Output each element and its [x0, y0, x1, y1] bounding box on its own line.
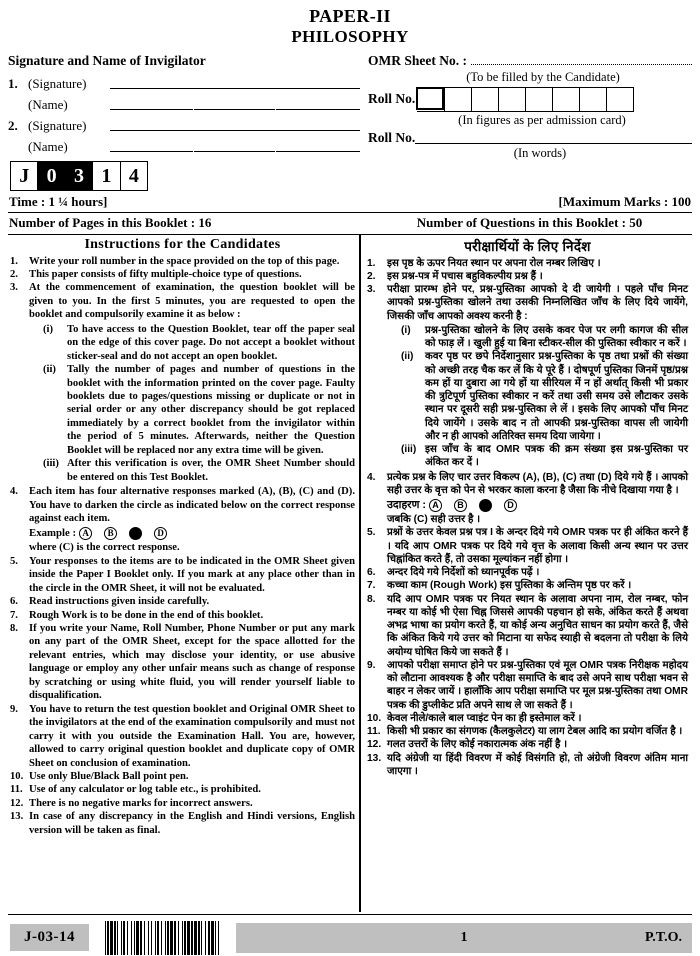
instruction-number: 4. — [10, 486, 18, 498]
instruction-item — [10, 485, 355, 555]
invigilator-row-1-signature — [8, 71, 360, 92]
instruction-number: 5. — [367, 527, 376, 539]
omr-sheet-no-input[interactable] — [471, 64, 692, 65]
subitem-number: (ii) — [43, 364, 56, 376]
instruction-item — [10, 268, 355, 281]
instruction-subitem-list — [387, 324, 688, 470]
example-note: where (C) is the correct response. — [29, 542, 180, 554]
invigilator-row-2-name — [8, 134, 360, 155]
instructions-english-list — [10, 255, 355, 838]
instruction-subitem — [29, 457, 355, 484]
instruction-item — [10, 810, 355, 837]
instruction-text: केवल नीले/काले बाल प्वाइंट पेन का ही इस्तेमाल करें । — [387, 712, 582, 724]
instruction-item — [367, 738, 688, 751]
instruction-item — [367, 725, 688, 738]
in-figures-note: (In figures as per admission card) — [458, 112, 626, 127]
roll-no-words-label: Roll No. — [368, 129, 416, 145]
subitem-text: प्रश्न-पुस्तिका खोलने के लिए उसके कवर पेज पर लगी कागज की सील को फाड़ लें । खुली हुई या बिना स्टीकर-सील की पुस्तिका स्वीकार न करें । — [425, 324, 688, 349]
instruction-text: गलत उत्तरों के लिए कोई नकारात्मक अंक नहीं है । — [387, 739, 568, 751]
instruction-text: प्रश्नों के उत्तर केवल प्रश्न पत्र I के अन्दर दिये गये OMR पत्रक पर ही अंकित करने हैं । यदि आप OMR पत्रक पर दिये गये वृत्त के अलावा किसी अन्य स्थान पर उत्तर चिह्नांकित करते हैं, तो उसका मूल्यांकन नहीं होगा । — [387, 527, 688, 565]
roll-digit-box-2[interactable] — [444, 88, 471, 111]
instruction-number: 6. — [367, 567, 376, 579]
pages-count: Number of Pages in this Booklet : 16 — [9, 214, 212, 230]
instruction-number: 2. — [367, 270, 376, 282]
roll-no-label: Roll No. — [368, 91, 416, 107]
row-label: (Signature) — [28, 117, 87, 133]
subitem-text: To have access to the Question Booklet, tear off the paper seal on the edge of this cover page. Do not accept a booklet without sticker-seal and do not accept an open booklet. — [67, 323, 355, 362]
instruction-text: प्रत्येक प्रश्न के लिए चार उत्तर विकल्प (A), (B), (C) तथा (D) दिये गये हैं । आपको सही उत्तर के वृत्त को पेन से भरकर काला करना है जैसा कि नीचे दिखाया गया है । उदाहरण : A B C D जबकि (C) सही उत्तर है । — [387, 471, 688, 526]
pto-label: P.T.O. — [645, 929, 682, 945]
to-be-filled-note: (To be filled by the Candidate) — [466, 69, 620, 84]
instruction-number: 12. — [367, 739, 382, 751]
subitem-number: (ii) — [401, 351, 414, 363]
roll-digit-box-5[interactable] — [525, 88, 552, 111]
instruction-item — [367, 593, 688, 659]
instruction-text: At the commencement of examination, the question booklet will be given to you. In the first 5 minutes, you are requested to open the booklet and compulsorily examine it as below : (i) To have access to the Question Booklet, tear off the paper seal on the edge of this cover page. Do not accept a booklet without sticker-seal and do not accept an open booklet. (ii) Tally the number of pages and number of questions in the booklet with the information printed on the cover page. Faulty booklets due to pages/questions missing or duplicate or not in serial order or any other discrepancy should be got replaced immediately by a correct booklet from the invigilator within the period of 5 minutes. Afterwards, neither the Question Booklet will be replaced nor any extra time will be given. (iii) After this verification is over, the OMR Sheet Number should be entered on this Test Booklet. — [29, 282, 355, 483]
instruction-item — [10, 555, 355, 595]
instruction-number: 13. — [10, 811, 24, 823]
roll-no-boxes[interactable] — [417, 87, 634, 112]
instruction-subitem-list — [29, 323, 355, 484]
instruction-text: Write your roll number in the space provided on the top of this page. — [29, 255, 340, 267]
instruction-text: Your responses to the items are to be indicated in the OMR Sheet given inside the Paper I Booklet only. If you mark at any place other than in the circle in the OMR Sheet, it will not be evaluated. — [29, 555, 355, 594]
roll-digit-box-1[interactable] — [416, 87, 444, 110]
instruction-number: 9. — [367, 659, 376, 671]
instruction-item — [10, 595, 355, 608]
roll-no-figures-row — [368, 87, 692, 112]
example-option-c: C — [129, 527, 142, 540]
signature-write-line[interactable] — [110, 88, 360, 89]
page-number: 1 — [460, 929, 468, 945]
code-cell-0: J — [11, 162, 38, 190]
roll-digit-box-8[interactable] — [606, 88, 633, 111]
instruction-number: 3. — [367, 284, 376, 295]
example-label: उदाहरण : — [387, 499, 426, 511]
top-area — [8, 53, 692, 191]
instructions-hindi-list — [367, 257, 688, 779]
name-write-line[interactable] — [110, 109, 360, 110]
example-option-a: A — [429, 499, 442, 512]
instruction-text: Each item has four alternative responses marked (A), (B), (C) and (D). You have to darken the circle as indicated below on the correct response against each item. Example : A B C D where (C) is the correct response. — [29, 486, 355, 554]
omr-sheet-no-label: OMR Sheet No. : — [368, 52, 467, 68]
code-cell-1: 0 — [38, 162, 65, 190]
row-label: (Name) — [28, 138, 68, 154]
subitem-number: (i) — [401, 324, 411, 336]
instruction-number: 1. — [10, 255, 18, 267]
row-number: 1. — [8, 75, 18, 91]
instruction-number: 6. — [10, 596, 18, 608]
instruction-text: There is no negative marks for incorrect answers. — [29, 797, 253, 809]
example-option-c: C — [479, 499, 492, 512]
example-note: जबकि (C) सही उत्तर है । — [387, 514, 481, 526]
instruction-subitem — [387, 324, 688, 351]
maximum-marks: [Maximum Marks : 100 — [558, 193, 691, 209]
instruction-number: 8. — [10, 622, 18, 634]
omr-block — [360, 53, 692, 191]
instruction-number: 4. — [367, 471, 376, 483]
instruction-text: आपको परीक्षा समाप्त होने पर प्रश्न-पुस्तिका एवं मूल OMR पत्रक निरीक्षक महोदय को लौटाना आवश्यक है और परीक्षा समाप्ति के बाद उसे अपने साथ परीक्षा भवन से बाहर न लेकर जायें । हालाँकि आप परीक्षा समाप्ति पर मूल प्रश्न-पुस्तिका तथा OMR पत्रक की डुप्लीकेट प्रति अपने साथ ले जा सकते हैं । — [387, 659, 688, 711]
instructions-wrapper — [8, 234, 692, 913]
instruction-item — [367, 471, 688, 527]
instructions-english-heading: Instructions for the Candidates — [84, 236, 281, 252]
instruction-number: 12. — [10, 797, 24, 809]
instruction-text: You have to return the test question booklet and Original OMR Sheet to the invigilators at the end of the examination compulsorily and must not carry it with you outside the Examination Hall. You are, however, allowed to carry original question booklet and duplicate copy of OMR Sheet on conclusion of examination. — [29, 703, 355, 769]
instruction-number: 3. — [10, 282, 18, 294]
subitem-number: (i) — [43, 323, 53, 335]
instruction-item — [10, 703, 355, 770]
exam-meta-row — [8, 194, 692, 210]
roll-digit-box-6[interactable] — [552, 88, 579, 111]
instructions-hindi-column — [360, 235, 692, 913]
code-cell-4: 4 — [128, 164, 139, 187]
instruction-item — [10, 622, 355, 703]
subitem-text: After this verification is over, the OMR Sheet Number should be entered on this Test Booklet. — [67, 458, 355, 483]
instruction-number: 10. — [10, 770, 24, 782]
instruction-subitem — [29, 323, 355, 363]
page-title-paper: PAPER-II — [309, 6, 391, 26]
roll-digit-box-4[interactable] — [498, 88, 525, 111]
instruction-number: 11. — [367, 726, 381, 738]
instruction-item — [367, 526, 688, 566]
instruction-number: 7. — [10, 609, 18, 621]
time-allowed: Time : 1 ¼ hours] — [9, 193, 108, 209]
instruction-text: कच्चा काम (Rough Work) इस पुस्तिका के अन्तिम पृष्ठ पर करें । — [387, 580, 632, 592]
instruction-number: 2. — [10, 268, 18, 280]
instruction-item — [367, 566, 688, 579]
subitem-text: इस जाँच के बाद OMR पत्रक की क्रम संख्या इस प्रश्न-पुस्तिका पर अंकित कर दें । — [425, 444, 688, 469]
roll-no-words-line[interactable] — [415, 143, 692, 144]
instruction-number: 1. — [367, 257, 376, 269]
example-option-b: B — [104, 527, 117, 540]
answer-example-row — [387, 498, 688, 512]
instruction-text: If you write your Name, Roll Number, Phone Number or put any mark on any part of the OMR Sheet, except for the space allotted for the relevant entries, which may disclose your identity, or use abusive language or employ any other unfair means such as change of response by scratching or using white fluid, you will render yourself liable to disqualification. — [29, 622, 355, 702]
instruction-text: अन्दर दिये गये निर्देशों को ध्यानपूर्वक पढ़ें । — [387, 567, 540, 579]
instruction-item — [367, 270, 688, 283]
instruction-text: इस प्रश्न-पत्र में पचास बहुविकल्पीय प्रश्न हैं । — [387, 270, 543, 282]
instruction-text: Use of any calculator or log table etc., is prohibited. — [29, 784, 261, 796]
footer-page-bar — [236, 923, 692, 953]
instruction-text: किसी भी प्रकार का संगणक (कैलकुलेटर) या लाग टेबल आदि का प्रयोग वर्जित है । — [387, 726, 683, 738]
invigilator-row-2-signature — [8, 113, 360, 134]
invigilator-row-1-name — [8, 92, 360, 113]
barcode-bar — [219, 921, 222, 955]
instruction-text: यदि अंग्रेजी या हिंदी विवरण में कोई विसंगति हो, तो अंग्रेजी विवरण अंतिम माना जाएगा । — [387, 752, 688, 777]
instruction-text: In case of any discrepancy in the English and Hindi versions, English version will be taken as final. — [29, 811, 355, 836]
instruction-number: 10. — [367, 712, 382, 724]
page-footer — [8, 914, 692, 956]
instruction-number: 8. — [367, 593, 376, 605]
instruction-subitem — [29, 363, 355, 457]
row-label: (Name) — [28, 96, 68, 112]
roll-no-words-row — [368, 130, 692, 146]
instruction-text: इस पृष्ठ के ऊपर नियत स्थान पर अपना रोल नम्बर लिखिए । — [387, 257, 601, 269]
instructions-hindi-heading: परीक्षार्थियों के लिए निर्देश — [464, 238, 591, 254]
instruction-text: This paper consists of fifty multiple-choice type of questions. — [29, 268, 302, 280]
roll-digit-box-7[interactable] — [579, 88, 606, 111]
instructions-english-column — [8, 235, 360, 913]
example-option-d: D — [504, 499, 517, 512]
code-cell-3: 1 — [93, 162, 120, 190]
instruction-item — [10, 609, 355, 622]
booklet-code-strip — [10, 161, 148, 191]
instruction-subitem — [387, 443, 688, 470]
instruction-text: परीक्षा प्रारम्भ होने पर, प्रश्न-पुस्तिका आपको दे दी जायेगी । पहले पाँच मिनट आपको प्रश्न-पुस्तिका खोलने तथा उसकी निम्नलिखित जाँच के लिए दिये जायेंगे, जिसकी जाँच आपको अवश्य करनी है : (i) प्रश्न-पुस्तिका खोलने के लिए उसके कवर पेज पर लगी कागज की सील को फाड़ लें । खुली हुई या बिना स्टीकर-सील की पुस्तिका स्वीकार न करें । (ii) कवर पृष्ठ पर छपे निर्देशानुसार प्रश्न-पुस्तिका के पृष्ठ तथा प्रश्नों की संख्या को अच्छी तरह चैक कर लें कि ये पूरे हैं । दोषपूर्ण पुस्तिका जिनमें पृष्ठ/प्रश्न कम हों या दुबारा आ गये हों या सीरियल में न हों अर्थात् किसी भी प्रकार की त्रुटिपूर्ण पुस्तिका स्वीकार न करें तथा उसी समय उसे लौटाकर उसके स्थान पर दूसरी सही प्रश्न-पुस्तिका ले लें । इसके लिए आपको पाँच मिनट दिये जायेंगे । उसके बाद न तो आपकी प्रश्न-पुस्तिका वापस ली जायेगी और न ही आपको अतिरिक्त समय दिया जायेगा । (iii) इस जाँच के बाद OMR पत्रक की क्रम संख्या इस प्रश्न-पुस्तिका पर अंकित कर दें । — [387, 284, 689, 469]
instruction-subitem — [387, 350, 688, 443]
invigilator-heading: Signature and Name of Invigilator — [8, 52, 206, 68]
title-block — [8, 6, 692, 48]
page-title-subject: PHILOSOPHY — [291, 27, 409, 47]
example-option-a: A — [79, 527, 92, 540]
instruction-item — [10, 255, 355, 268]
instruction-item — [367, 752, 688, 779]
subitem-text: कवर पृष्ठ पर छपे निर्देशानुसार प्रश्न-पुस्तिका के पृष्ठ तथा प्रश्नों की संख्या को अच्छी तरह चैक कर लें कि ये पूरे हैं । दोषपूर्ण पुस्तिका जिनमें पृष्ठ/प्रश्न कम हों या दुबारा आ गये हों या सीरियल में न हों अर्थात् किसी भी प्रकार की त्रुटिपूर्ण पुस्तिका स्वीकार न करें तथा उसी समय उसे लौटाकर उसके स्थान पर दूसरी सही प्रश्न-पुस्तिका ले लें । इसके लिए आपको पाँच मिनट दिये जायेंगे । उसके बाद न तो आपकी प्रश्न-पुस्तिका वापस ली जायेगी और न ही आपको अतिरिक्त समय दिया जायेगा । — [425, 351, 688, 442]
roll-digit-box-3[interactable] — [471, 88, 498, 111]
instruction-item — [367, 579, 688, 592]
instruction-number: 5. — [10, 555, 18, 567]
in-words-note: (In words) — [513, 145, 567, 160]
invigilator-block — [8, 53, 360, 191]
signature-write-line[interactable] — [110, 130, 360, 131]
booklet-counts-row — [8, 213, 692, 234]
subitem-number: (iii) — [43, 458, 59, 470]
instruction-item — [10, 281, 355, 485]
instruction-text: Read instructions given inside carefully. — [29, 596, 210, 608]
instruction-number: 9. — [10, 703, 18, 715]
subitem-text: Tally the number of pages and number of questions in the booklet with the information printed on the cover page. Faulty booklets due to pages/questions missing or duplicate or not in serial order or any other discrepancy should be got replaced immediately by a correct booklet from the invigilator within the period of 5 minutes. Afterwards, neither the Question Booklet will be replaced nor any extra time will be given. — [67, 364, 355, 456]
instruction-text: यदि आप OMR पत्रक पर नियत स्थान के अलावा अपना नाम, रोल नम्बर, फोन नम्बर या कोई भी ऐसा चिह्न जिससे आपकी पहचान हो सके, अंकित करते हैं अथवा अभद्र भाषा का प्रयोग करते हैं, या कोई अन्य अनुचित साधन का प्रयोग करते हैं, जैसे कि अंकित किये गये उत्तर को मिटाना या सफेद स्याही से बदलना तो परीक्षा के लिये अयोग्य घोषित किये जा सकते हैं । — [387, 593, 688, 658]
instruction-text: Rough Work is to be done in the end of this booklet. — [29, 609, 264, 621]
instruction-item — [10, 797, 355, 810]
instruction-number: 11. — [10, 784, 23, 796]
subitem-number: (iii) — [401, 444, 417, 455]
barcode — [105, 921, 222, 955]
omr-sheet-no-row — [368, 53, 692, 69]
code-cell-2: 3 — [66, 162, 93, 190]
instruction-number: 13. — [367, 752, 382, 764]
instruction-item — [367, 257, 688, 270]
row-number: 2. — [8, 117, 18, 133]
row-label: (Signature) — [28, 75, 87, 91]
answer-example-row — [29, 527, 355, 541]
instruction-text: Use only Blue/Black Ball point pen. — [29, 770, 189, 782]
questions-count: Number of Questions in this Booklet : 50 — [416, 214, 643, 230]
instruction-item — [367, 283, 688, 471]
instruction-number: 7. — [367, 580, 376, 592]
instruction-item — [10, 783, 355, 796]
instruction-item — [367, 712, 688, 725]
example-option-b: B — [454, 499, 467, 512]
instruction-item — [367, 659, 688, 712]
name-write-line[interactable] — [110, 151, 360, 152]
example-option-d: D — [154, 527, 167, 540]
example-label: Example : — [29, 526, 77, 539]
instruction-item — [10, 770, 355, 783]
booklet-code-tag: J-03-14 — [10, 924, 89, 951]
